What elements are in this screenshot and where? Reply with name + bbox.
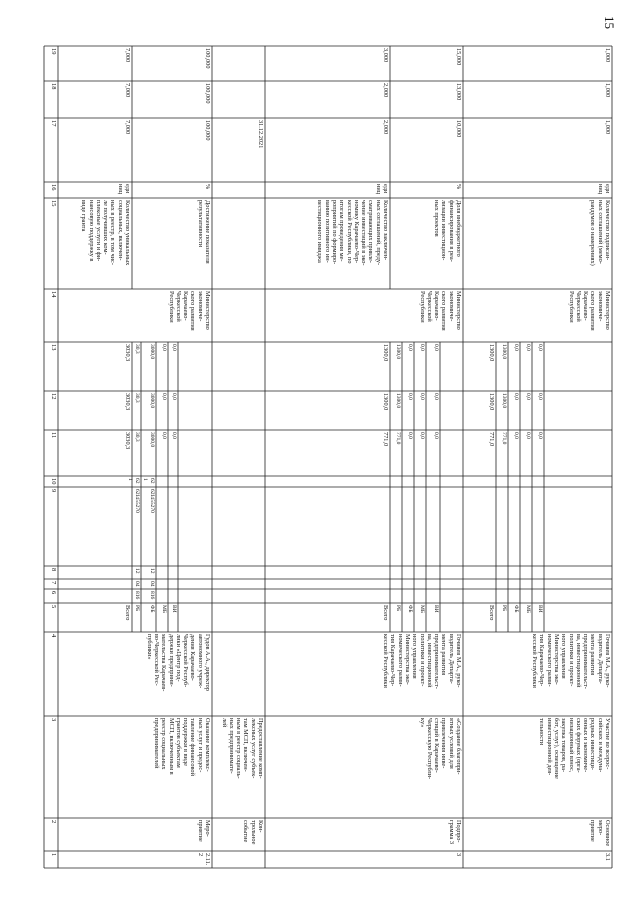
header-col-13: 13 xyxy=(50,344,57,351)
fund-1-2023: 1300,0 xyxy=(501,344,507,360)
fund-2021-total: 771,0 xyxy=(382,432,389,447)
indicator-2022: 1,000 xyxy=(604,83,611,98)
fund-1-2023: 1300,0 xyxy=(395,344,401,360)
fund-3-2021: 0,0 xyxy=(419,432,425,439)
fund-4-2023: 0,0 xyxy=(433,344,439,351)
indicator2-text: Доля внебюджетного финансирования в реа- лизации инвестицион- ных проектов xyxy=(433,200,462,262)
header-col-16: 16 xyxy=(50,184,57,191)
fund-4-2022: 0,0 xyxy=(433,393,439,400)
fund-3-source: МБ xyxy=(525,605,531,614)
fund-1-2022: 30,3 xyxy=(134,393,140,403)
header-col-15: 15 xyxy=(50,200,57,207)
indicator2-2023: 15,000 xyxy=(455,48,462,66)
indicator-text: Количество уникальных социальных, включен- ных в реестр, в том чис- ле получивших ком- плексные услуги и фи- нансовую поддержку в виде гранта xyxy=(80,200,131,266)
fund-4-source: ВИ xyxy=(171,605,177,613)
fund-2023-total: 1300,0 xyxy=(488,344,495,362)
fund-3-2022: 0,0 xyxy=(525,393,531,400)
indicator-2021: 7,000 xyxy=(124,120,131,135)
row-number: 3.1 xyxy=(604,853,611,861)
row-ministry: Министерство экономиче- ского развития Карачаево- Черкесской Республики xyxy=(167,291,211,331)
page-number: 15 xyxy=(602,16,617,29)
fund-4-2021: 0,0 xyxy=(537,432,543,439)
fund-3-source: МБ xyxy=(161,605,167,614)
header-col-4: 4 xyxy=(50,634,57,638)
fund-2-code-9: 62I455270 xyxy=(149,489,155,513)
fund-3-2021: 0,0 xyxy=(161,432,167,439)
fund-2-2022: 3000,0 xyxy=(149,393,155,409)
fund-2-2022: 0,0 xyxy=(407,393,413,400)
row-ministry: Министерство экономиче- ского развития Карачаево- Черкесской Республики xyxy=(567,291,611,331)
fund-1-source: РБ xyxy=(395,605,401,612)
row-number: 2.11.2 xyxy=(196,853,211,866)
fund-1-2021: 771,0 xyxy=(501,432,507,445)
fund-4-source: ВИ xyxy=(433,605,439,613)
row-ministry: Министерство экономиче- ского развития Карачаево- Черкесской Республики xyxy=(418,291,462,331)
fund-2-code-10: 621 xyxy=(142,478,155,484)
fund-4-2021: 0,0 xyxy=(171,432,177,439)
fund-2-2022: 0,0 xyxy=(513,393,519,400)
fund-2-source: ФБ xyxy=(149,605,155,613)
header-col-7: 7 xyxy=(50,581,57,585)
row-type: Кон- трольное событие xyxy=(242,820,264,845)
indicator-2021: 2,000 xyxy=(382,120,389,135)
fund-4-2023: 0,0 xyxy=(171,344,177,351)
fund-3-2023: 0,0 xyxy=(525,344,531,351)
row-number: 3 xyxy=(455,853,462,857)
fund-1-code-7: 04 xyxy=(134,581,140,587)
fund-3-2023: 0,0 xyxy=(419,344,425,351)
header-col-6: 6 xyxy=(50,591,57,595)
indicator-unit: единиц xyxy=(596,184,611,195)
indicator-2023: 1,000 xyxy=(604,48,611,63)
fund-source-total: Всего xyxy=(382,605,389,621)
fund-2023-total: 1300,0 xyxy=(382,344,389,362)
row-name: Предоставление комп- лексных услуг субъек- там МСП, включен- ным в реестр социаль- ных предпринимате- лей xyxy=(220,718,264,779)
fund-2-2021: 0,0 xyxy=(513,432,519,439)
fund-2022-total: 3030,3 xyxy=(124,393,131,411)
fund-1-code-10: 621 xyxy=(127,478,140,484)
fund-2-2023: 0,0 xyxy=(513,344,519,351)
fund-1-2021: 30,3 xyxy=(134,432,140,442)
header-col-5: 5 xyxy=(50,605,57,609)
header-col-11: 11 xyxy=(50,432,57,439)
fund-2023-total: 3030,3 xyxy=(124,344,131,362)
fund-4-source: ВИ xyxy=(537,605,543,613)
indicator2-unit: % xyxy=(455,184,462,190)
fund-2021-total: 3030,3 xyxy=(124,432,131,450)
fund-2-code-8: 12 xyxy=(149,568,155,574)
header-col-12: 12 xyxy=(50,393,57,400)
row-executor: Гудов А.А., директор автономного учреж- дения Карачаево- Черкесской Респуб- лики «Центр под- держки предприни- мательства Карачаев- во-Черкесской Рес- публики» xyxy=(145,634,211,692)
row-name: Оказание комплекс- ных услуг и предос- тавление финансовой поддержки в виде грантов субъектам МСП, включенным в реестр социальных предпринимателей xyxy=(152,718,211,776)
fund-1-code-8: 12 xyxy=(134,568,140,574)
fund-2-2023: 0,0 xyxy=(407,344,413,351)
header-col-17: 17 xyxy=(50,120,57,127)
indicator2-2022: 100,000 xyxy=(204,83,211,104)
fund-2021-total: 771,0 xyxy=(488,432,495,447)
header-col-3: 3 xyxy=(50,718,57,722)
fund-2-2021: 3000,0 xyxy=(149,432,155,448)
fund-1-2022: 1300,0 xyxy=(395,393,401,409)
fund-2022-total: 1300,0 xyxy=(382,393,389,411)
indicator2-2021: 10,000 xyxy=(455,120,462,138)
fund-4-2022: 0,0 xyxy=(537,393,543,400)
row-name: Участие во всерос- сийских и междуна- родных инвестици- онных и экономиче- ских форумах (орга- низационный взнос, закупка товаров, ра- бот, услуг), освещение инвестиционной дея- тельности xyxy=(538,718,611,779)
fund-3-2023: 0,0 xyxy=(161,344,167,351)
fund-4-2022: 0,0 xyxy=(171,393,177,400)
fund-4-2021: 0,0 xyxy=(433,432,439,439)
fund-2-code-7: 04 xyxy=(149,581,155,587)
fund-1-code-6: 816 xyxy=(134,591,140,600)
fund-2022-total: 1300,0 xyxy=(488,393,495,411)
header-col-9: 9 xyxy=(50,489,57,493)
row-name: «Создание благопри- ятных условий для привлечения инве- стиций в Карачаево- Черкесскую Республи- ку» xyxy=(418,718,462,780)
fund-2-source: ФБ xyxy=(407,605,413,613)
indicator-2023: 3,000 xyxy=(382,48,389,63)
fund-3-2022: 0,0 xyxy=(419,393,425,400)
fund-1-source: РБ xyxy=(501,605,507,612)
fund-3-2021: 0,0 xyxy=(525,432,531,439)
indicator-unit: единиц xyxy=(116,184,131,195)
indicator2-2022: 13,000 xyxy=(455,83,462,101)
fund-1-source: РБ xyxy=(134,605,140,612)
row-type: Меро- приятие xyxy=(196,820,211,842)
fund-2-2023: 3000,0 xyxy=(149,344,155,360)
fund-1-2022: 1300,0 xyxy=(501,393,507,409)
indicator2-2023: 100,000 xyxy=(204,48,211,69)
fund-source-total: Всего xyxy=(488,605,495,621)
row-type: Подпро- грамма 3 xyxy=(447,820,462,844)
indicator-2023: 7,000 xyxy=(124,48,131,63)
row-executor: Гочияев М.А., руко- водитель Департа- мента развития предпринимательст- ва, инвестиционной политики и проект- ного управления Министерства эко- номического разви- тия Карачаево-Чер- кесской Республики xyxy=(382,634,462,689)
header-col-14: 14 xyxy=(50,291,57,298)
fund-source-total: Всего xyxy=(124,605,131,621)
indicator-2022: 7,000 xyxy=(124,83,131,98)
header-col-2: 2 xyxy=(50,820,57,824)
fund-1-code-9: 62I455270 xyxy=(134,489,140,513)
fund-2-source: ФБ xyxy=(513,605,519,613)
indicator2-text: Достижение показателя результативности xyxy=(196,200,211,264)
header-col-1: 1 xyxy=(50,853,57,857)
row-date: 31.12.2021 xyxy=(257,120,264,149)
row-type: Основное меро- приятие xyxy=(589,820,611,847)
header-col-10: 10 xyxy=(50,478,57,485)
row-executor: Гочияев М.А., руко- водитель Департа- мента развития предпринимательст- ва, инвестиционной политики и проект- ного управления Министерства эко- номического разви- тия Карачаево-Чер- кесской Республики xyxy=(531,634,611,689)
fund-4-2023: 0,0 xyxy=(537,344,543,351)
indicator-unit: единиц xyxy=(374,184,389,195)
indicator2-2021: 100,000 xyxy=(204,120,211,141)
indicator2-unit: % xyxy=(204,184,211,190)
header-col-8: 8 xyxy=(50,568,57,572)
fund-3-2022: 0,0 xyxy=(161,393,167,400)
header-col-18: 18 xyxy=(50,83,57,90)
indicator-2021: 1,000 xyxy=(604,120,611,135)
indicator-text: Количество подписан- ных соглашений (мемо- рандумов о намерениях) xyxy=(589,200,611,266)
fund-1-2021: 771,0 xyxy=(395,432,401,445)
header-col-19: 19 xyxy=(50,48,57,55)
fund-2-code-6: 816 xyxy=(149,591,155,600)
fund-2-2021: 0,0 xyxy=(407,432,413,439)
indicator-2022: 2,000 xyxy=(382,83,389,98)
indicator-text: Количество заключен- ных соглашений, преду- сматривающих привле- чение инвестиций в эко- номику Карачаево-Чер- кесской Республики, по итогам проведения ме- роприятий по формиро- ванию позитивного ин- вестиционного имиджа xyxy=(316,200,389,266)
fund-1-2023: 30,3 xyxy=(134,344,140,354)
fund-3-source: МБ xyxy=(419,605,425,614)
